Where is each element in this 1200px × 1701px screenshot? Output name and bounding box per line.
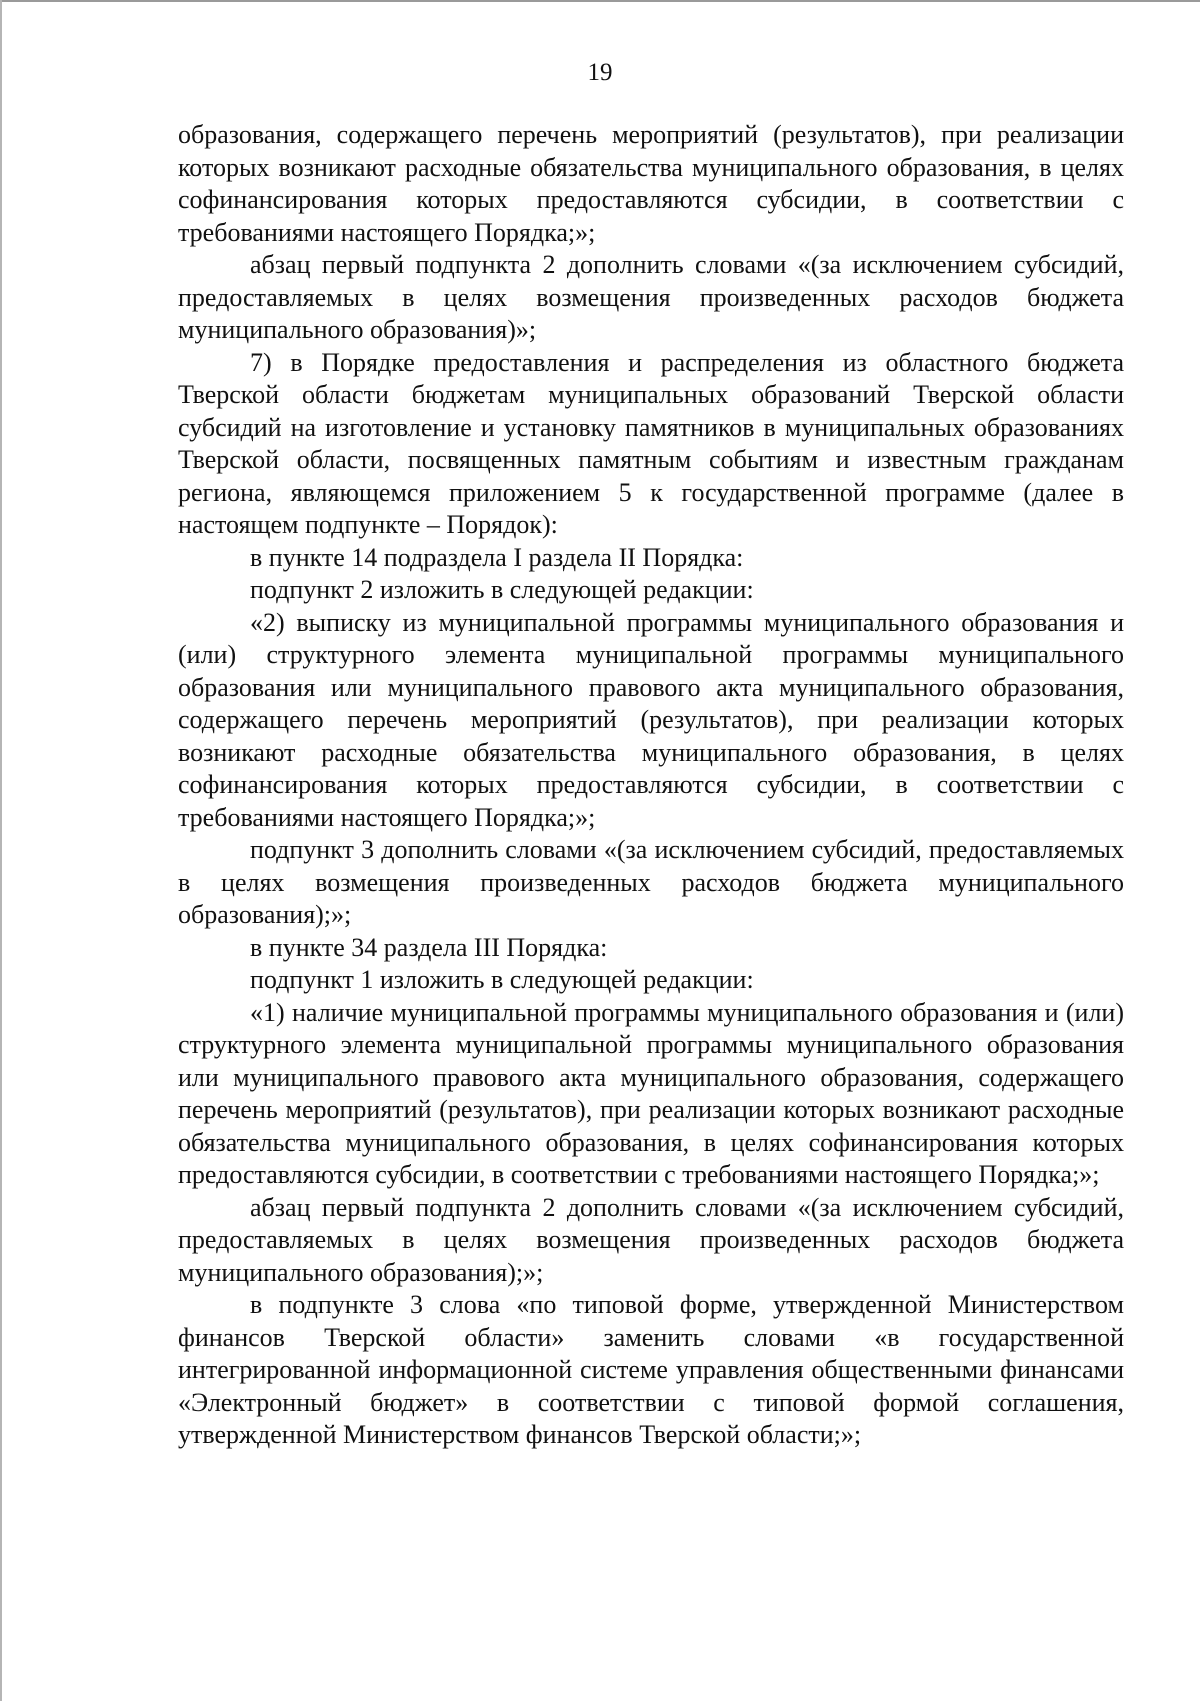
paragraph: подпункт 1 изложить в следующей редакции:	[250, 965, 754, 994]
paragraph: «1) наличие муниципальной программы муниципального образования и (или) структурного элемента муниципальной программы муниципального образования или муниципального правового акта муниципального образования, содержащего перечень мероприятий (результатов), при реализации которых возникают расходные обязательства муниципального образования, в целях софинансирования которых предоставляются субсидии, в соответствии с требованиями настоящего Порядка;»;	[178, 997, 1124, 1189]
page-number: 19	[587, 59, 613, 86]
scan-edge-left	[0, 0, 2, 1701]
paragraph: подпункт 3 дополнить словами «(за исключением субсидий, предоставляемых в целях возмещения произведенных расходов бюджета муниципального образования);»;	[178, 835, 1124, 929]
paragraph: 7) в Порядке предоставления и распределения из областного бюджета Тверской области бюджетам муниципальных образований Тверской области субсидий на изготовление и установку памятников в муниципальных образованиях Тверской области, посвященных памятным событиям и известным гражданам региона, являющемся приложением 5 к государственной программе (далее в настоящем подпункте – Порядок):	[178, 347, 1124, 539]
scan-edge-top	[0, 0, 1200, 2]
paragraph: подпункт 2 изложить в следующей редакции:	[250, 575, 754, 604]
paragraph: абзац первый подпункта 2 дополнить словами «(за исключением субсидий, предоставляемых в целях возмещения произведенных расходов бюджета муниципального образования)»;	[178, 250, 1124, 344]
paragraph: в пункте 34 раздела III Порядка:	[250, 932, 608, 962]
document-body	[178, 119, 1124, 1452]
paragraph: в пункте 14 подраздела I раздела II Порядка:	[250, 542, 744, 572]
paragraph: «2) выписку из муниципальной программы муниципального образования и (или) структурного элемента муниципальной программы муниципального образования или муниципального правового акта муниципального образования, содержащего перечень мероприятий (результатов), при реализации которых возникают расходные обязательства муниципального образования, в целях софинансирования которых предоставляются субсидии, в соответствии с требованиями настоящего Порядка;»;	[178, 607, 1124, 832]
paragraph: образования, содержащего перечень мероприятий (результатов), при реализации которых возникают расходные обязательства муниципального образования, в целях софинансирования которых предоставляются субсидии, в соответствии с требованиями настоящего Порядка;»;	[178, 120, 1124, 247]
paragraph: абзац первый подпункта 2 дополнить словами «(за исключением субсидий, предоставляемых в целях возмещения произведенных расходов бюджета муниципального образования);»;	[178, 1192, 1124, 1287]
paragraph: в подпункте 3 слова «по типовой форме, утвержденной Министерством финансов Тверской области» заменить словами «в государственной интегрированной информационной системе управления общественными финансами «Электронный бюджет» в соответствии с типовой формой соглашения, утвержденной Министерством финансов Тверской области;»;	[178, 1290, 1124, 1449]
